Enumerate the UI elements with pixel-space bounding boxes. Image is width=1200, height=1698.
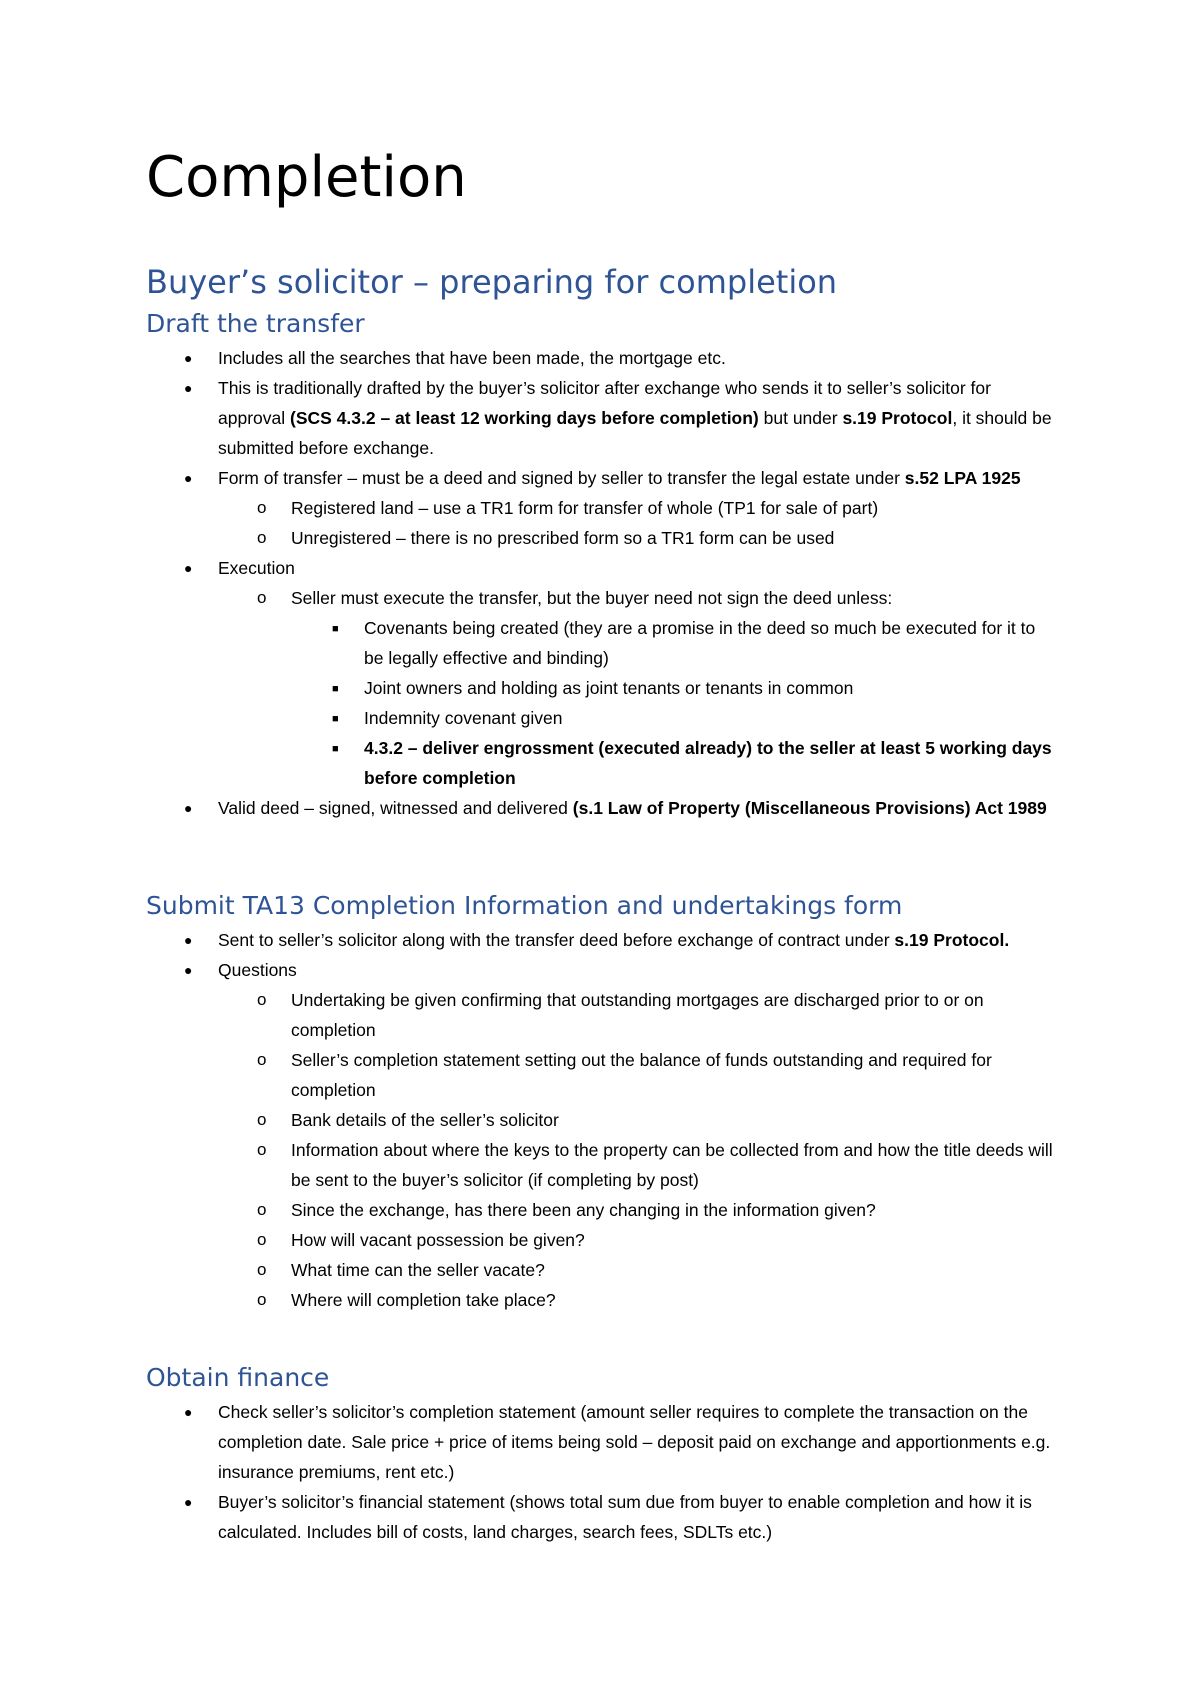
sub-list-item: [257, 493, 1058, 523]
list-item: [184, 925, 1058, 955]
list-item-text: What time can the seller vacate?: [291, 1260, 545, 1280]
list-item-text: but under: [758, 408, 843, 428]
list-item-bold: s.52 LPA 1925: [904, 468, 1021, 488]
list-item-text: Valid deed – signed, witnessed and delivered: [218, 798, 573, 818]
circle-bullet-icon: o: [257, 528, 267, 547]
sub-list-item: [257, 1135, 1058, 1195]
sub-sub-list-item: [332, 733, 1058, 793]
obtain-finance-list: [0, 1397, 1200, 1547]
heading-obtain-finance: Obtain finance: [146, 1363, 330, 1392]
square-bullet-icon: ■: [332, 743, 339, 755]
heading-draft-transfer: Draft the transfer: [146, 309, 365, 338]
list-item: [184, 373, 1058, 463]
list-item: [184, 463, 1058, 493]
sub-list-item: [257, 523, 1058, 553]
circle-bullet-icon: o: [257, 498, 267, 517]
list-item-text: Seller must execute the transfer, but the buyer need not sign the deed unless:: [291, 588, 893, 608]
circle-bullet-icon: o: [257, 1140, 267, 1159]
sub-list-item: [257, 1225, 1058, 1255]
sub-sub-list-item: [332, 613, 1058, 673]
circle-bullet-icon: o: [257, 1230, 267, 1249]
list-item-text: Where will completion take place?: [291, 1290, 556, 1310]
list-item-bold: s.19 Protocol: [842, 408, 953, 428]
list-item-text: Joint owners and holding as joint tenants or tenants in common: [364, 678, 854, 698]
list-item-text: Form of transfer – must be a deed and signed by seller to transfer the legal estate under: [218, 468, 905, 488]
list-item: [184, 553, 1058, 583]
bullet-icon: ●: [184, 962, 193, 978]
sub-sub-list-item: [332, 703, 1058, 733]
list-item: [184, 1397, 1058, 1487]
list-item-bold: (s.1 Law of Property (Miscellaneous Provisions) Act 1989: [572, 798, 1047, 818]
heading-buyers-solicitor: Buyer’s solicitor – preparing for completion: [146, 263, 838, 301]
list-item-text: Buyer’s solicitor’s financial statement (shows total sum due from buyer to enable completion and how it is calculated. Includes bill of costs, land charges, search fees, SDLTs etc.): [218, 1492, 1032, 1542]
sub-list-item: [257, 1255, 1058, 1285]
circle-bullet-icon: o: [257, 1110, 267, 1129]
list-item-text: Bank details of the seller’s solicitor: [291, 1110, 559, 1130]
square-bullet-icon: ■: [332, 683, 339, 695]
bullet-icon: ●: [184, 350, 193, 366]
sub-list-item: [257, 985, 1058, 1045]
bullet-icon: ●: [184, 1494, 193, 1510]
list-item-text: Undertaking be given confirming that outstanding mortgages are discharged prior to or on completion: [291, 990, 984, 1040]
bullet-icon: ●: [184, 560, 193, 576]
list-item-bold: s.19 Protocol.: [894, 930, 1010, 950]
list-item-text: Registered land – use a TR1 form for transfer of whole (TP1 for sale of part): [291, 498, 879, 518]
list-item-text: How will vacant possession be given?: [291, 1230, 585, 1250]
list-item-text: Seller’s completion statement setting out the balance of funds outstanding and required for completion: [291, 1050, 992, 1100]
draft-transfer-list: [0, 343, 1200, 823]
bullet-icon: ●: [184, 800, 193, 816]
list-item-text: Indemnity covenant given: [364, 708, 563, 728]
sub-sub-list-item: [332, 673, 1058, 703]
square-bullet-icon: ■: [332, 623, 339, 635]
list-item-text: Covenants being created (they are a promise in the deed so much be executed for it to be legally effective and binding): [364, 618, 1036, 668]
square-bullet-icon: ■: [332, 713, 339, 725]
sub-list-item: [257, 1195, 1058, 1225]
list-item-text: This is traditionally drafted by the buyer’s solicitor after exchange who sends it to seller’s solicitor for approval: [218, 378, 991, 428]
list-item-text: Information about where the keys to the property can be collected from and how the title deeds will be sent to the buyer’s solicitor (if completing by post): [291, 1140, 1053, 1190]
bullet-icon: ●: [184, 932, 193, 948]
bullet-icon: ●: [184, 1404, 193, 1420]
list-item-text: Check seller’s solicitor’s completion statement (amount seller requires to complete the transaction on the completion date. Sale price + price of items being sold – deposit paid on exchange and apportionments e.g. insurance premiums, rent etc.): [218, 1402, 1051, 1482]
list-item: [184, 343, 1058, 373]
list-item: [184, 955, 1058, 985]
sub-list-item: [257, 1045, 1058, 1105]
list-item-text: , it should be submitted before exchange.: [218, 408, 1052, 458]
bullet-icon: ●: [184, 380, 193, 396]
list-item: [184, 793, 1058, 823]
list-item-text: Execution: [218, 558, 295, 578]
submit-ta13-list: [0, 925, 1200, 1315]
sub-list-item: [257, 1285, 1058, 1315]
circle-bullet-icon: o: [257, 990, 267, 1009]
sub-list-item: [257, 1105, 1058, 1135]
list-item-text: Since the exchange, has there been any changing in the information given?: [291, 1200, 876, 1220]
list-item-text: Unregistered – there is no prescribed form so a TR1 form can be used: [291, 528, 835, 548]
list-item-text: Sent to seller’s solicitor along with the transfer deed before exchange of contract under: [218, 930, 895, 950]
heading-submit-ta13: Submit TA13 Completion Information and undertakings form: [146, 891, 903, 920]
circle-bullet-icon: o: [257, 588, 267, 607]
circle-bullet-icon: o: [257, 1200, 267, 1219]
sub-list-item: [257, 583, 1058, 613]
list-item-bold: (SCS 4.3.2 – at least 12 working days before completion): [290, 408, 759, 428]
bullet-icon: ●: [184, 470, 193, 486]
circle-bullet-icon: o: [257, 1260, 267, 1279]
circle-bullet-icon: o: [257, 1290, 267, 1309]
list-item-text: Questions: [218, 960, 297, 980]
list-item-text: Includes all the searches that have been made, the mortgage etc.: [218, 348, 726, 368]
list-item-bold: 4.3.2 – deliver engrossment (executed already) to the seller at least 5 working days before completion: [364, 738, 1052, 788]
page-title: Completion: [146, 145, 467, 210]
list-item: [184, 1487, 1058, 1547]
circle-bullet-icon: o: [257, 1050, 267, 1069]
